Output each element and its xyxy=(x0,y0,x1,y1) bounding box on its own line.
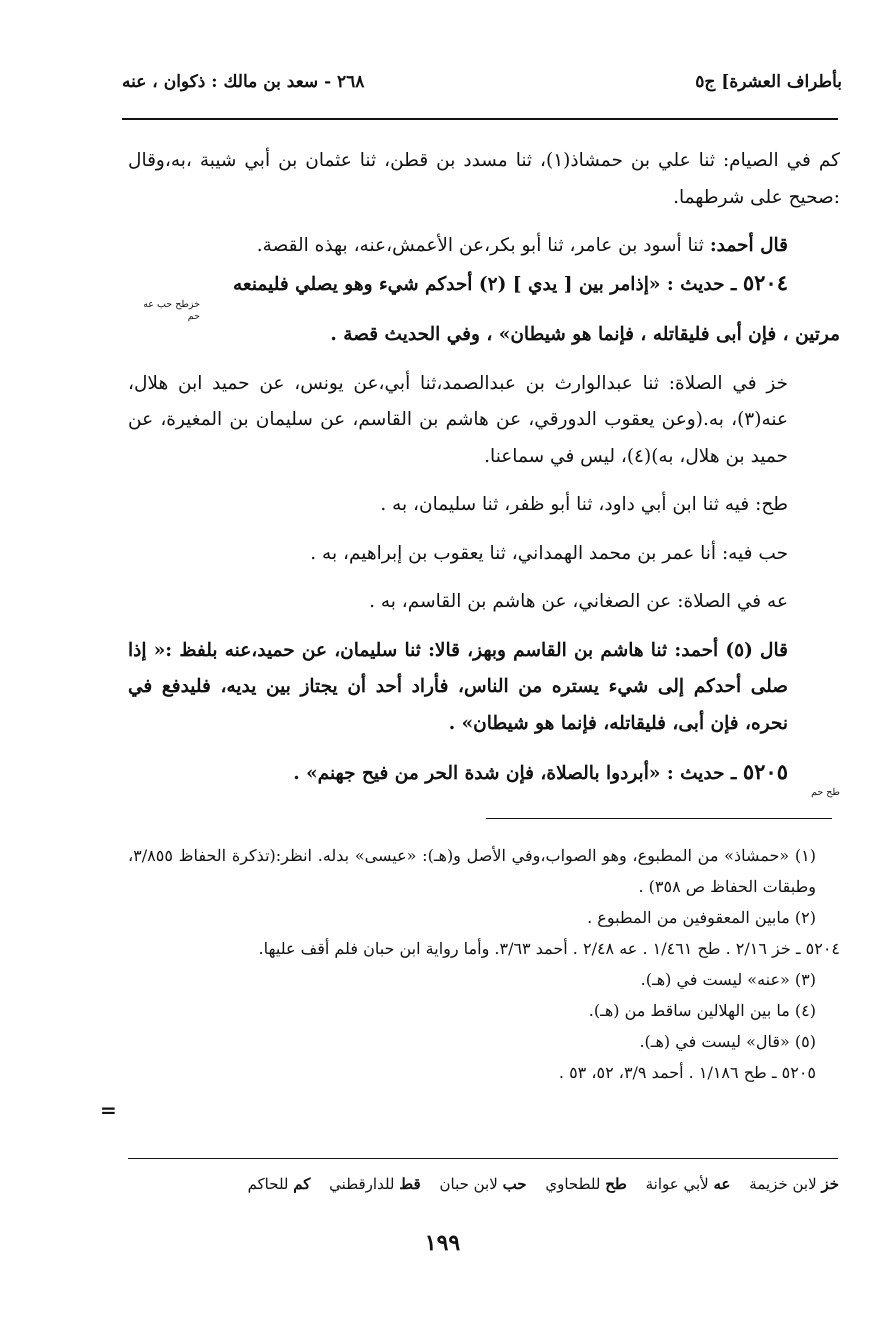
paragraph-khuzayma: خز في الصلاة: ثنا عبدالوارث بن عبدالصمد،ثنا أبي،عن يونس، عن حميد ابن هلال، عنه(٣)، به.(وعن يعقوب الدورقي، عن هاشم بن القاسم، عن سليمان بن المغيرة، عن حميد بن هلال، به)(٤)، ليس في سماعنا. xyxy=(128,372,788,467)
page-number: ١٩٩ xyxy=(424,1230,461,1256)
legend-code: طح xyxy=(605,1175,627,1193)
footnote-5: (٥) «قال» ليست في (هـ). xyxy=(639,1032,816,1051)
legend-item xyxy=(545,1175,626,1193)
legend-item xyxy=(646,1175,731,1193)
header-section-title: ٢٦٨ - سعد بن مالك : ذكوان ، عنه xyxy=(122,72,365,92)
footnotes xyxy=(128,840,840,1088)
hadith-text: ـ حديث : «إذامر بين [ يدي ] (٢) أحدكم شيء وهو يصلي فليمنعه xyxy=(233,273,743,295)
header-book-title: بأطراف العشرة] ج٥ xyxy=(695,72,842,92)
paragraph-ahmad-2 xyxy=(128,633,840,743)
paragraph-text: ثنا هاشم بن القاسم وبهز، قالا: ثنا سليمان، عن حميد،عنه بلفظ :« إذا صلى أحدكم إلى شيء يستره من الناس، فأراد أحد أن يجتاز بين يديه، فليدفع في نحره، فإن أبى، فليقاتله، فإنما هو شيطان» . xyxy=(128,639,788,734)
legend-name: للدارقطني xyxy=(329,1175,395,1193)
hadith-text: ـ حديث : «أبردوا بالصلاة، فإن شدة الحر من فيح جهنم» . xyxy=(293,763,743,784)
footnote-3: (٣) «عنه» ليست في (هـ). xyxy=(640,970,816,989)
legend-code: حب xyxy=(502,1175,527,1193)
legend-item xyxy=(749,1175,839,1193)
paragraph-ibn-hibban: حب فيه: أنا عمر بن محمد الهمداني، ثنا يعقوب بن إبراهيم، به . xyxy=(310,542,788,564)
paragraph-text: ثنا أسود بن عامر، ثنا أبو بكر،عن الأعمش،عنه، بهذه القصة. xyxy=(256,235,710,256)
legend-code: قط xyxy=(399,1175,421,1193)
continuation-mark: = xyxy=(100,1098,117,1122)
legend-name: لابن خزيمة xyxy=(749,1175,817,1193)
hadith-5204 xyxy=(128,265,840,304)
abbreviation-legend xyxy=(234,1175,839,1193)
paragraph-abu-awana: عه في الصلاة: عن الصغاني، عن هاشم بن القاسم، به . xyxy=(369,591,788,612)
hadith-source-codes: طح حم xyxy=(811,786,840,798)
legend-code: عه xyxy=(713,1175,731,1193)
hadith-5204-continuation: مرتين ، فإن أبى فليقاتله ، فإنما هو شيطان» ، وفي الحديث قصة . xyxy=(330,324,840,345)
hadith-source-codes: خزطح حب عه حم xyxy=(143,299,200,322)
legend-name: للحاكم xyxy=(247,1175,289,1193)
header-rule xyxy=(122,118,838,120)
speaker-label: قال (٥) أحمد: xyxy=(674,639,788,661)
legend-item xyxy=(439,1175,526,1193)
paragraph-ahmad-1 xyxy=(128,228,840,265)
legend-code: كم xyxy=(293,1175,311,1193)
footnote-rule xyxy=(486,818,832,819)
legend-code: خز xyxy=(821,1175,839,1193)
footnote-2: (٢) مابين المعقوفين من المطبوع . xyxy=(587,908,816,927)
running-header xyxy=(122,66,842,100)
legend-item xyxy=(248,1175,311,1193)
legend-item xyxy=(329,1175,421,1193)
footnote-4: (٤) ما بين الهلالين ساقط من (هـ). xyxy=(588,1001,816,1020)
main-text xyxy=(128,143,840,799)
footnote-1: (١) «حمشاذ» من المطبوع، وهو الصواب،وفي الأصل و(هـ): «عيسى» بدله. انظر:(تذكرة الحفاظ ٣/٨٥٥، وطبقات الحفاظ ص ٣٥٨) . xyxy=(128,846,816,896)
legend-name: لابن حبان xyxy=(439,1175,498,1193)
paragraph-tahawi: طح: فيه ثنا ابن أبي داود، ثنا أبو ظفر، ثنا سليمان، به . xyxy=(380,494,788,515)
legend-name: للطحاوي xyxy=(545,1175,601,1193)
legend-name: لأبي عوانة xyxy=(645,1175,709,1193)
hadith-number: ٥٢٠٤ xyxy=(742,269,788,295)
hadith-number: ٥٢٠٥ xyxy=(742,759,788,784)
footnote-hadith-5204: ٥٢٠٤ ـ خز ٢/١٦ . طح ١/٤٦١ . عه ٢/٤٨ . أحمد ٣/٦٣. وأما رواية ابن حبان فلم أقف عليها. xyxy=(258,939,840,958)
paragraph-hakim-siyam: كم في الصيام: ثنا علي بن حمشاذ(١)، ثنا مسدد بن قطن، ثنا عثمان بن أبي شيبة ،به،وقال :صحيح على شرطهما. xyxy=(128,150,840,208)
footnote-hadith-5205: ٥٢٠٥ ـ طح ١/١٨٦ . أحمد ٣/٩، ٥٢، ٥٣ . xyxy=(558,1063,816,1082)
legend-rule xyxy=(128,1158,838,1159)
speaker-label: قال أحمد: xyxy=(709,235,788,256)
